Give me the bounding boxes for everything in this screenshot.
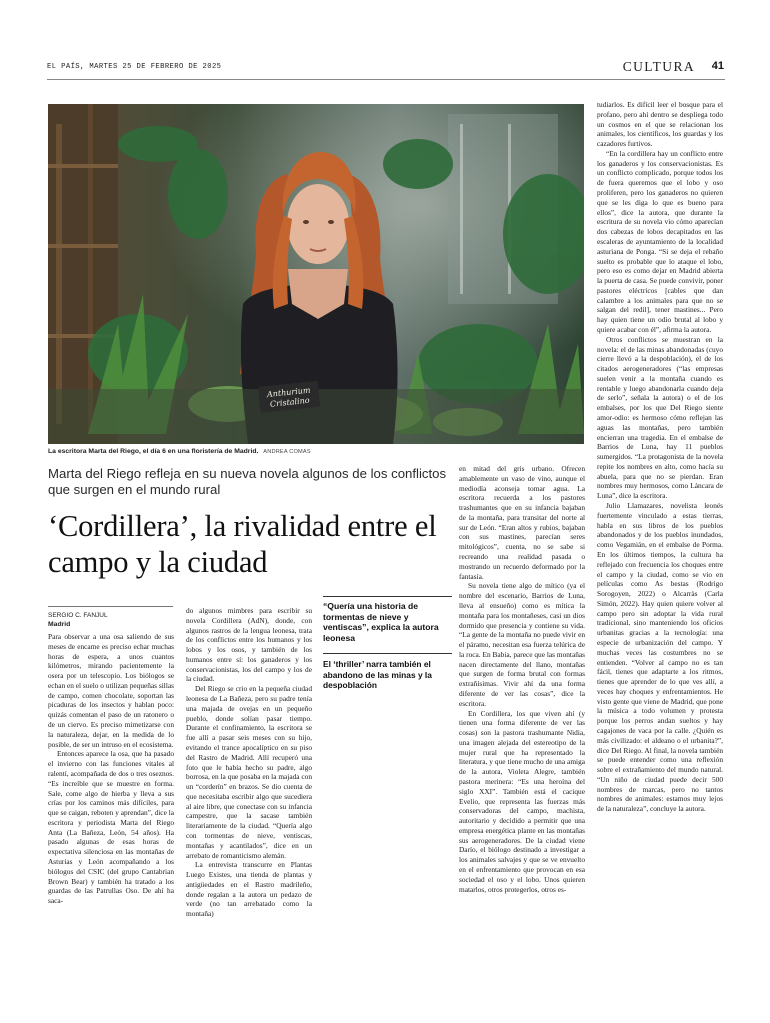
- paragraph: “En la cordillera hay un conflicto entre los ganaderos y los conservacionistas. Es un conflicto complicado, porque todos los de fuera queremos que el lobo y oso proliferen, pero los ganaderos no quieren que se les diga lo que es bueno para ellos”, dice la autora, que durante la escritura de su novela vio cómo aparecían dos cabezas de lobos decapitados en las escaleras de ayuntamiento de la localidad asturiana de Ponga. “Si se deja el rebaño suelto es probable que lo ataque el lobo, pero eso es como dejar en Madrid abierta la puerta de casa. Se puede convivir, poner pastores eléctricos [cables que dan calambre a los animales para que no se salgan del redil], tener mastines... Pero hay quien tiene un odio brutal al lobo y quiere acabar con él”, afirma la autora.: [597, 148, 723, 334]
- pull-quote: “Quería una historia de tormentas de nieve y ventiscas”, explica la autora leonesa: [323, 601, 439, 643]
- paragraph: La entrevista transcurre en Plantas Luego Existes, una tienda de plantas y antigüedades en el Rastro madrileño, donde regalan a la autora un pedazo de verde (no tan arrebatado como la montaña): [186, 860, 312, 919]
- byline-author: SERGIO C. FANJUL: [48, 612, 108, 619]
- paragraph: en mitad del gris urbano. Ofrecen amablemente un vaso de vino, aunque el mediodía aconseja tomar agua. La escritora recuerda a los pastores trashumantes que en su infancia bajaban de la montaña, para transitar del norte al sur de León. “Eran altos y rubios, bajaban con sus mastines, parecían seres mitológicos”, cuenta, no se sabe si recreando una realidad pasada o mostrando un recuerdo deformado por la fantasía.: [459, 464, 585, 581]
- paragraph: Julio Llamazares, novelista leonés fuertemente vinculado a estas tierras, habla en sus libros de los pueblos abandonados y de los pueblos inundados, como Vegamián, en el embalse de Porma. En los últimos tiempos, la cultura ha reflejado con frecuencia los choques entre el campo y la ciudad, como se vio en películas como As bestas (Rodrigo Sorogoyen, 2022) o Alcarràs (Carla Simón, 2022). Hay quien quiere volver al campo pero sin adoptar la vida rural tradicional, sino manteniendo los oficios urbanitas gracias a la tecnología: una especie de urbanización del campo. Y muchas veces las costumbres no se entienden. “Volver al campo no es tan fácil, tienes que adaptarte a los ritmos, tienes que aprender de lo que ves allí, a veces hay choques y enfrentamientos. He visto gente que viene de Madrid, que pone la música a todo volumen y protesta porque los perros andan sueltos y hay cagajones de vaca por la calle. ¿Quién es más civilizado: el aldeano o el urbanita?”, dice Del Riego. Al final, la novela también se puede entender como una reflexión sobre el extrañamiento del mundo natural. “Un niño de ciudad puede decir 500 nombres de marcas, pero no tantos nombres de animales: estamos muy lejos de la naturaleza”, concluye la autora.: [597, 501, 723, 814]
- paragraph: En Cordillera, los que viven ahí (y tienen una forma diferente de ver las cosas) son la pastora trashumante Nidia, una imagen alejada del estereotipo de la mujer rural que ha representado la literatura, y que tiene mucho de una amiga de la autora, Violeta Alegre, también pastora merinera: “Es una heroína del siglo XXI”. También está el cacique Evelio, que representa las fuerzas más conservadoras del campo, machista, autoritario y decidido a permitir que una empresa energética plante en las montañas sus aerogeneradores. De la ciudad viene Darío, el biólogo destinado a investigar a los animales salvajes y que se ve envuelto en el enfrentamiento que provocan en esa sociedad el oso y el lobo. Unos quieren matarlos, otros protegerlos, otros es-: [459, 708, 585, 894]
- paragraph: Entonces aparece la osa, que ha pasado el invierno con las funciones vitales al ralentí, acompañada de dos o tres oseznos. “Es increíble que se muestre en forma. Sale, come algo de hierba y lleva a sus crías por los caminos más difíciles, para que se caigan, reboten y aprendan”, dice la escritora y periodista Marta del Riego Anta (La Bañeza, León, 54 años). Ha pasado algunas de esas horas de expectativa silenciosa en las montañas de Asturias y León acompañando a los biólogos del CSIC (del grupo Cantabrian Brown Bear) y también ha tratado a los guardas de las Patrullas Oso. De ahí ha saca-: [48, 749, 174, 906]
- section-name: CULTURA: [622, 59, 695, 74]
- pull-quote: El ‘thriller’ narra también el abandono de las minas y la despoblación: [323, 653, 452, 691]
- article-column-1: [48, 632, 174, 996]
- article-column-4: [597, 100, 723, 996]
- pull-quotes: [323, 596, 452, 691]
- caption-text: La escritora Marta del Riego, el día 6 en una floristería de Madrid.: [48, 448, 259, 455]
- page-header: [47, 60, 725, 74]
- header-divider: [47, 79, 725, 80]
- page-number: 41: [711, 60, 724, 72]
- paragraph: Del Riego se crio en la pequeña ciudad leonesa de La Bañeza, pero su padre tenía una majada de ovejas en un pequeño pueblo, donde solían pasar tiempo. Durante el confinamiento, la escritora se fue allí a pasar seis meses con su hijo, evitando el trance apocalíptico en su piso del Rastro de Madrid. Allí recuperó una foto que le había hecho su padre, algo borrosa, en la que posaba en la majada con un “corderín” en brazos. Se dio cuenta de que necesitaba escribir algo que sucediera al aire libre, que conectase con su infancia campestre, que la sacase también literariamente de la ciudad. “Quería algo con tormentas de nieve, ventiscas, montañas y acantilados”, dice en un arrebato de romanticismo alemán.: [186, 684, 312, 860]
- photo-illustration: [48, 104, 584, 444]
- article-photo: [48, 104, 584, 444]
- paragraph: Su novela tiene algo de mítico (ya el nombre del escenario, Barrios de Luna, lleva al ensueño) como es mítica la montaña para los montañeses, casi un dios dormido que presencia y contiene su vida. “La gente de la montaña no puede vivir en el páramo, necesitan esa fuerza telúrica de la roca. En Babia, parece que las montañas nacen directamente del llano, montañas que surgen de forma brutal con formas extrañísimas. Vivir ahí da una forma diferente de ver las cosas”, dice la escritora.: [459, 581, 585, 708]
- plant-sign-text-line1: Anthurium: [266, 385, 311, 400]
- article-column-3: [459, 464, 585, 996]
- byline: [48, 606, 173, 628]
- plant-sign-text-line2: Cristalino: [269, 395, 310, 409]
- photo-credit: ANDREA COMAS: [263, 449, 311, 455]
- article-headline: ‘Cordillera’, la rivalidad entre el campo y la ciudad: [48, 509, 437, 579]
- photo-caption: [48, 448, 584, 455]
- paragraph: Otros conflictos se muestran en la novela: el de las minas abandonadas (cuyo cierre llevó a la despoblación), el de los citados aerogeneradores (“las empresas suelen venir a la montaña cuando es rentable y luego abandonarla cuando deja de serlo”, señala la autora) o el de los embalses, por los que Del Riego siente amor-odio: es hermoso cómo reflejan las aguas las montañas, pero también encierran una tragedia. En el embalse de Barrios de Luna, hay 11 pueblos sumergidos. “La protagonista de la novela repite los nombres en alto, como hacía su abuela, para que no se pierdan. Eran nombres muy hermosos, como Láncara de Luna”, dice la escritora.: [597, 334, 723, 501]
- paragraph: tudiarlos. Es difícil leer el bosque para el profano, pero ahí dentro se despliega todo un cosmos en el que se relacionan los animales, los científicos, los guardas y los cazadores furtivos.: [597, 100, 723, 149]
- byline-city: Madrid: [48, 621, 71, 628]
- header-date: EL PAÍS, MARTES 25 DE FEBRERO DE 2025: [47, 63, 222, 71]
- paragraph: Para observar a una osa saliendo de sus meses de encame es preciso echar muchas horas de espera, a unos cuantos kilómetros, mirando pacientemente la osera por un telescopio. Los biólogos se echan en el suelo o utilizan pequeñas sillas de campo, comen chocolate, soportan las picaduras de los insectos y hablan poco: quizás comentan el paso de un ratonero o de un ciervo. Es preciso mimetizarse con la naturaleza, dejar, en la medida de lo posible, de ser un intruso en el ecosistema.: [48, 632, 174, 749]
- article-subtitle: Marta del Riego refleja en su nueva novela algunos de los conflictos que surgen en el mundo rural: [48, 466, 447, 497]
- paragraph: do algunos mimbres para escribir su novela Cordillera (AdN), donde, con algunos rastros de la lengua leonesa, trata de los conflictos entre los humanos y los lobos y los osos, y también de los humanos entre sí: los ganaderos y los conservacionistas, los del campo y los de la ciudad.: [186, 606, 312, 684]
- article-column-2: [186, 606, 312, 996]
